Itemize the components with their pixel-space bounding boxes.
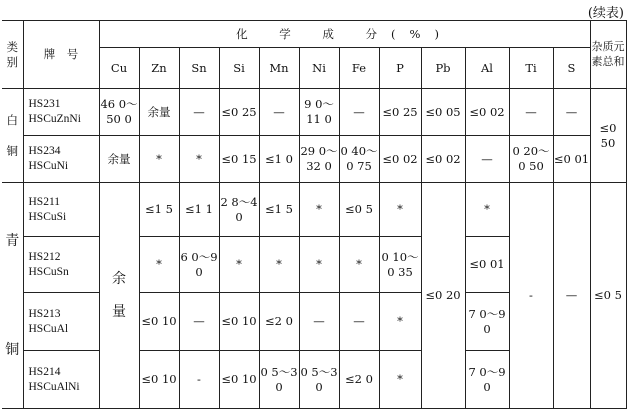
cell-zn: ≤0 10 bbox=[139, 351, 179, 409]
cell-si: ≤0 10 bbox=[219, 293, 259, 351]
cell-ni: 0 5～3 0 bbox=[299, 351, 339, 409]
cell-sn: ≤1 1 bbox=[179, 183, 219, 237]
header-el-fe: Fe bbox=[339, 48, 379, 89]
cell-ti-bronze: - bbox=[509, 183, 553, 409]
cell-al: — bbox=[465, 136, 509, 183]
cell-zn: ≤1 5 bbox=[139, 183, 179, 237]
cell-si: * bbox=[219, 237, 259, 293]
grade-cell: HS211 HSCuSi bbox=[23, 183, 99, 237]
cell-p: * bbox=[379, 351, 421, 409]
header-el-cu: Cu bbox=[99, 48, 139, 89]
cell-ni: 29 0～32 0 bbox=[299, 136, 339, 183]
cell-mn: ≤1 5 bbox=[259, 183, 299, 237]
cell-sn: — bbox=[179, 89, 219, 136]
cell-ti: — bbox=[509, 89, 553, 136]
table-row bbox=[2, 136, 626, 183]
header-el-al: Al bbox=[465, 48, 509, 89]
cell-s: ≤0 01 bbox=[553, 136, 590, 183]
group-bronze: 青 铜 bbox=[2, 183, 23, 409]
composition-table bbox=[2, 20, 627, 409]
grade-cell: HS234 HSCuNi bbox=[23, 136, 99, 183]
cell-p: ≤0 25 bbox=[379, 89, 421, 136]
cell-al: 7 0～9 0 bbox=[465, 293, 509, 351]
cell-si: 2 8～4 0 bbox=[219, 183, 259, 237]
cell-ni: 9 0～11 0 bbox=[299, 89, 339, 136]
header-el-p: P bbox=[379, 48, 421, 89]
header-el-sn: Sn bbox=[179, 48, 219, 89]
cell-si: ≤0 15 bbox=[219, 136, 259, 183]
cell-sn: * bbox=[179, 136, 219, 183]
cell-pb: ≤0 02 bbox=[421, 136, 465, 183]
cell-sn: — bbox=[179, 293, 219, 351]
cell-fe: * bbox=[339, 237, 379, 293]
cell-p: 0 10～0 35 bbox=[379, 237, 421, 293]
cell-cu: 余量 bbox=[99, 136, 139, 183]
grade-cell: HS231 HSCuZnNi bbox=[23, 89, 99, 136]
header-el-ti: Ti bbox=[509, 48, 553, 89]
header-el-pb: Pb bbox=[421, 48, 465, 89]
header-row-1 bbox=[2, 21, 626, 48]
cell-zn: ≤0 10 bbox=[139, 293, 179, 351]
header-el-si: Si bbox=[219, 48, 259, 89]
cell-al: * bbox=[465, 183, 509, 237]
cell-mn: 0 5～3 0 bbox=[259, 351, 299, 409]
grade-cell: HS214 HSCuAlNi bbox=[23, 351, 99, 409]
header-el-mn: Mn bbox=[259, 48, 299, 89]
cell-zn: * bbox=[139, 237, 179, 293]
header-impurity: 杂质元素总和 bbox=[590, 21, 626, 89]
cell-impurity-white: ≤0 50 bbox=[590, 89, 626, 183]
grade-cell: HS212 HSCuSn bbox=[23, 237, 99, 293]
cell-si: ≤0 10 bbox=[219, 351, 259, 409]
cell-mn: — bbox=[259, 89, 299, 136]
cell-fe: ≤2 0 bbox=[339, 351, 379, 409]
cell-p: * bbox=[379, 293, 421, 351]
cell-pb: ≤0 05 bbox=[421, 89, 465, 136]
cell-s-bronze: — bbox=[553, 183, 590, 409]
header-el-s: S bbox=[553, 48, 590, 89]
cell-p: * bbox=[379, 183, 421, 237]
cell-cu-bronze: 余 量 bbox=[99, 183, 139, 409]
cell-fe: 0 40～0 75 bbox=[339, 136, 379, 183]
cell-s: — bbox=[553, 89, 590, 136]
header-el-zn: Zn bbox=[139, 48, 179, 89]
cell-fe: ≤0 5 bbox=[339, 183, 379, 237]
grade-cell: HS213 HSCuAl bbox=[23, 293, 99, 351]
cell-cu: 46 0～50 0 bbox=[99, 89, 139, 136]
cell-zn: * bbox=[139, 136, 179, 183]
cell-ni: * bbox=[299, 183, 339, 237]
cell-ti: 0 20～0 50 bbox=[509, 136, 553, 183]
header-el-ni: Ni bbox=[299, 48, 339, 89]
table-row bbox=[2, 89, 626, 136]
cell-mn: * bbox=[259, 237, 299, 293]
cell-al: ≤0 01 bbox=[465, 237, 509, 293]
cell-zn: 余量 bbox=[139, 89, 179, 136]
header-category: 类 别 bbox=[2, 21, 23, 89]
cell-impurity-bronze: ≤0 5 bbox=[590, 183, 626, 409]
cell-al: 7 0～9 0 bbox=[465, 351, 509, 409]
table-row bbox=[2, 183, 626, 237]
cell-si: ≤0 25 bbox=[219, 89, 259, 136]
cell-ni: * bbox=[299, 237, 339, 293]
cell-pb-bronze: ≤0 20 bbox=[421, 183, 465, 409]
header-composition: 化 学 成 分(%) bbox=[99, 21, 590, 48]
cell-fe: — bbox=[339, 89, 379, 136]
cell-mn: ≤2 0 bbox=[259, 293, 299, 351]
cell-ni: — bbox=[299, 293, 339, 351]
continued-label: (续表) bbox=[587, 6, 624, 21]
cell-sn: - bbox=[179, 351, 219, 409]
cell-mn: ≤1 0 bbox=[259, 136, 299, 183]
group-white-copper: 白 铜 bbox=[2, 89, 23, 183]
header-grade: 牌 号 bbox=[23, 21, 99, 89]
cell-p: ≤0 02 bbox=[379, 136, 421, 183]
cell-fe: — bbox=[339, 293, 379, 351]
cell-al: ≤0 02 bbox=[465, 89, 509, 136]
cell-sn: 6 0～9 0 bbox=[179, 237, 219, 293]
